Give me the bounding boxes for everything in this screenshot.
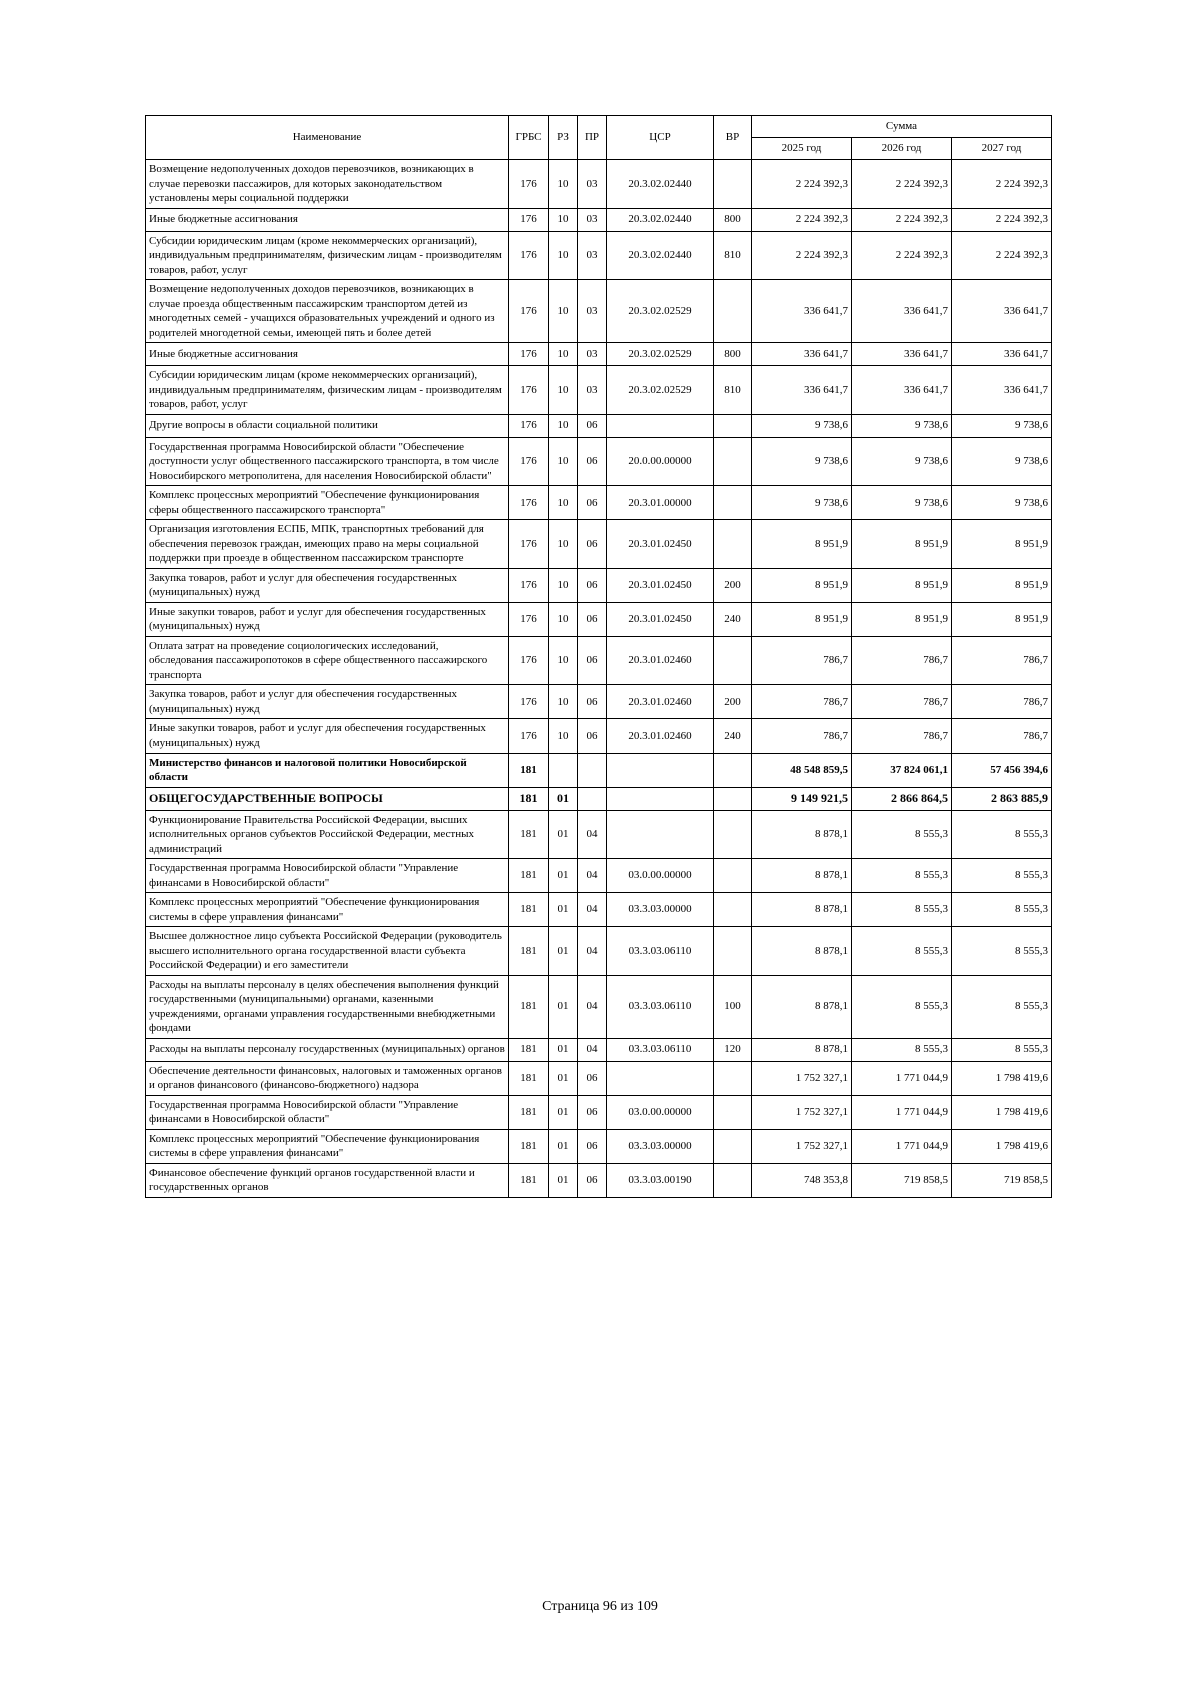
- table-row: [146, 280, 1052, 343]
- table-row: [146, 437, 1052, 486]
- cell-rz: 10: [549, 366, 578, 415]
- cell-2027: 8 555,3: [952, 859, 1052, 893]
- cell-vr: 240: [714, 719, 752, 753]
- cell-2026: 1 771 044,9: [852, 1129, 952, 1163]
- cell-vr: [714, 787, 752, 810]
- cell-rz: 10: [549, 231, 578, 280]
- cell-2025: 1 752 327,1: [752, 1129, 852, 1163]
- header-pr: ПР: [578, 116, 607, 160]
- cell-rz: 10: [549, 160, 578, 209]
- cell-2025: 748 353,8: [752, 1163, 852, 1197]
- cell-2026: 9 738,6: [852, 486, 952, 520]
- page-number: Страница 96 из 109: [542, 1599, 658, 1614]
- cell-name: Комплекс процессных мероприятий "Обеспечение функционирования системы в сфере управления финансами": [146, 1129, 509, 1163]
- cell-2026: 336 641,7: [852, 366, 952, 415]
- cell-csr: 03.3.03.06110: [607, 927, 714, 976]
- cell-vr: [714, 1095, 752, 1129]
- cell-vr: 200: [714, 568, 752, 602]
- cell-2026: 786,7: [852, 719, 952, 753]
- cell-2027: 9 738,6: [952, 437, 1052, 486]
- cell-vr: [714, 753, 752, 787]
- cell-name: Государственная программа Новосибирской области "Управление финансами в Новосибирской области": [146, 1095, 509, 1129]
- cell-2027: 786,7: [952, 636, 1052, 685]
- cell-2027: 1 798 419,6: [952, 1129, 1052, 1163]
- cell-csr: 03.3.03.00000: [607, 893, 714, 927]
- cell-pr: 06: [578, 414, 607, 437]
- cell-rz: 10: [549, 520, 578, 569]
- cell-pr: 06: [578, 520, 607, 569]
- cell-2027: 2 863 885,9: [952, 787, 1052, 810]
- cell-grbs: 176: [509, 366, 549, 415]
- cell-rz: 10: [549, 568, 578, 602]
- cell-name: Иные закупки товаров, работ и услуг для обеспечения государственных (муниципальных) нужд: [146, 719, 509, 753]
- table-row: [146, 366, 1052, 415]
- cell-rz: 10: [549, 208, 578, 231]
- cell-2025: 1 752 327,1: [752, 1061, 852, 1095]
- cell-2026: 37 824 061,1: [852, 753, 952, 787]
- cell-2027: 336 641,7: [952, 280, 1052, 343]
- cell-2025: 8 951,9: [752, 602, 852, 636]
- cell-pr: [578, 753, 607, 787]
- cell-grbs: 176: [509, 343, 549, 366]
- cell-name: Обеспечение деятельности финансовых, налоговых и таможенных органов и органов финансового (финансово-бюджетного) надзора: [146, 1061, 509, 1095]
- cell-2027: 719 858,5: [952, 1163, 1052, 1197]
- cell-2025: 8 878,1: [752, 893, 852, 927]
- cell-2027: 8 951,9: [952, 520, 1052, 569]
- cell-2025: 336 641,7: [752, 280, 852, 343]
- cell-grbs: 176: [509, 719, 549, 753]
- cell-grbs: 181: [509, 927, 549, 976]
- cell-rz: 10: [549, 719, 578, 753]
- table-row: [146, 520, 1052, 569]
- cell-grbs: 181: [509, 859, 549, 893]
- cell-vr: [714, 1129, 752, 1163]
- cell-name: Оплата затрат на проведение социологических исследований, обследования пассажиропотоков в сфере общественного пассажирского транспорта: [146, 636, 509, 685]
- cell-2027: 8 555,3: [952, 893, 1052, 927]
- cell-vr: [714, 1163, 752, 1197]
- cell-2026: 2 866 864,5: [852, 787, 952, 810]
- cell-2026: 336 641,7: [852, 280, 952, 343]
- cell-pr: 03: [578, 160, 607, 209]
- cell-grbs: 181: [509, 1061, 549, 1095]
- header-vr: ВР: [714, 116, 752, 160]
- cell-rz: 01: [549, 1163, 578, 1197]
- cell-vr: [714, 414, 752, 437]
- cell-name: Иные закупки товаров, работ и услуг для обеспечения государственных (муниципальных) нужд: [146, 602, 509, 636]
- cell-grbs: 181: [509, 810, 549, 859]
- cell-csr: 03.3.03.06110: [607, 975, 714, 1038]
- cell-pr: 04: [578, 1038, 607, 1061]
- header-sum: Сумма: [752, 116, 1052, 138]
- cell-pr: 04: [578, 927, 607, 976]
- cell-2026: 8 555,3: [852, 1038, 952, 1061]
- cell-name: Финансовое обеспечение функций органов государственной власти и государственных органов: [146, 1163, 509, 1197]
- cell-2026: 8 555,3: [852, 893, 952, 927]
- cell-vr: [714, 280, 752, 343]
- cell-2026: 8 555,3: [852, 859, 952, 893]
- cell-pr: 04: [578, 893, 607, 927]
- cell-2027: 786,7: [952, 719, 1052, 753]
- cell-2025: 2 224 392,3: [752, 208, 852, 231]
- cell-grbs: 176: [509, 636, 549, 685]
- table-row: [146, 893, 1052, 927]
- cell-vr: 100: [714, 975, 752, 1038]
- cell-grbs: 176: [509, 414, 549, 437]
- cell-2026: 2 224 392,3: [852, 208, 952, 231]
- table-row: [146, 719, 1052, 753]
- cell-grbs: 176: [509, 208, 549, 231]
- cell-csr: 20.3.01.02460: [607, 685, 714, 719]
- cell-name: Функционирование Правительства Российской Федерации, высших исполнительных органов субъектов Российской Федерации, местных администраций: [146, 810, 509, 859]
- cell-rz: 10: [549, 343, 578, 366]
- cell-rz: 10: [549, 636, 578, 685]
- cell-name: Расходы на выплаты персоналу в целях обеспечения выполнения функций государственными (муниципальными) органами, казенными учреждениями, органами управления государственными внебюджетными фондами: [146, 975, 509, 1038]
- cell-csr: 20.0.00.00000: [607, 437, 714, 486]
- table-row: [146, 414, 1052, 437]
- cell-name: Министерство финансов и налоговой политики Новосибирской области: [146, 753, 509, 787]
- table-row: [146, 810, 1052, 859]
- cell-2026: 2 224 392,3: [852, 231, 952, 280]
- cell-2025: 2 224 392,3: [752, 231, 852, 280]
- cell-2026: 786,7: [852, 685, 952, 719]
- cell-csr: 20.3.02.02529: [607, 343, 714, 366]
- cell-pr: 06: [578, 719, 607, 753]
- cell-pr: 06: [578, 602, 607, 636]
- header-year-2025: 2025 год: [752, 138, 852, 160]
- cell-rz: 01: [549, 787, 578, 810]
- cell-2025: 9 149 921,5: [752, 787, 852, 810]
- table-row: [146, 975, 1052, 1038]
- table-header: [146, 116, 1052, 160]
- cell-name: Комплекс процессных мероприятий "Обеспечение функционирования сферы общественного пассажирского транспорта": [146, 486, 509, 520]
- cell-csr: [607, 787, 714, 810]
- cell-rz: 10: [549, 685, 578, 719]
- cell-2027: 1 798 419,6: [952, 1095, 1052, 1129]
- cell-2025: 2 224 392,3: [752, 160, 852, 209]
- cell-2025: 9 738,6: [752, 437, 852, 486]
- table-row: [146, 927, 1052, 976]
- cell-2025: 48 548 859,5: [752, 753, 852, 787]
- cell-rz: 01: [549, 1061, 578, 1095]
- cell-csr: [607, 810, 714, 859]
- cell-pr: 06: [578, 437, 607, 486]
- cell-vr: 800: [714, 343, 752, 366]
- budget-table: [145, 115, 1052, 1198]
- cell-rz: 01: [549, 893, 578, 927]
- table-row: [146, 1095, 1052, 1129]
- cell-vr: 120: [714, 1038, 752, 1061]
- cell-name: Государственная программа Новосибирской области "Управление финансами в Новосибирской области": [146, 859, 509, 893]
- cell-2026: 336 641,7: [852, 343, 952, 366]
- cell-2025: 1 752 327,1: [752, 1095, 852, 1129]
- cell-grbs: 176: [509, 602, 549, 636]
- cell-csr: 20.3.01.02460: [607, 719, 714, 753]
- cell-name: Организация изготовления ЕСПБ, МПК, транспортных требований для обеспечения перевозок граждан, имеющих право на меры социальной поддержки при проезде в общественном пассажирском транспорте: [146, 520, 509, 569]
- cell-pr: 03: [578, 343, 607, 366]
- cell-name: Закупка товаров, работ и услуг для обеспечения государственных (муниципальных) нужд: [146, 568, 509, 602]
- table-row: [146, 208, 1052, 231]
- cell-pr: 06: [578, 1129, 607, 1163]
- cell-name: ОБЩЕГОСУДАРСТВЕННЫЕ ВОПРОСЫ: [146, 787, 509, 810]
- cell-grbs: 176: [509, 486, 549, 520]
- cell-grbs: 181: [509, 753, 549, 787]
- cell-2027: 786,7: [952, 685, 1052, 719]
- cell-grbs: 176: [509, 520, 549, 569]
- table-row: [146, 1129, 1052, 1163]
- cell-vr: [714, 636, 752, 685]
- cell-2026: 9 738,6: [852, 437, 952, 486]
- cell-pr: 06: [578, 685, 607, 719]
- cell-vr: [714, 893, 752, 927]
- cell-2026: 8 555,3: [852, 975, 952, 1038]
- cell-csr: 03.0.00.00000: [607, 1095, 714, 1129]
- cell-grbs: 181: [509, 1095, 549, 1129]
- cell-grbs: 181: [509, 1129, 549, 1163]
- cell-2026: 9 738,6: [852, 414, 952, 437]
- cell-csr: 20.3.01.02460: [607, 636, 714, 685]
- cell-pr: 06: [578, 1095, 607, 1129]
- cell-2025: 336 641,7: [752, 343, 852, 366]
- cell-name: Иные бюджетные ассигнования: [146, 343, 509, 366]
- cell-grbs: 176: [509, 568, 549, 602]
- cell-csr: 20.3.02.02529: [607, 366, 714, 415]
- cell-grbs: 181: [509, 975, 549, 1038]
- cell-rz: 10: [549, 280, 578, 343]
- cell-name: Субсидии юридическим лицам (кроме некоммерческих организаций), индивидуальным предпринимателям, физическим лицам - производителям товаров, работ, услуг: [146, 231, 509, 280]
- table-row: [146, 602, 1052, 636]
- cell-grbs: 181: [509, 1163, 549, 1197]
- cell-csr: 03.0.00.00000: [607, 859, 714, 893]
- cell-2027: 8 555,3: [952, 975, 1052, 1038]
- cell-2025: 8 878,1: [752, 975, 852, 1038]
- cell-pr: 04: [578, 810, 607, 859]
- cell-2025: 8 878,1: [752, 927, 852, 976]
- cell-2027: 8 951,9: [952, 568, 1052, 602]
- cell-2025: 786,7: [752, 636, 852, 685]
- cell-pr: 03: [578, 280, 607, 343]
- cell-csr: 20.3.02.02440: [607, 231, 714, 280]
- table-row: [146, 636, 1052, 685]
- cell-pr: 06: [578, 1163, 607, 1197]
- cell-vr: 200: [714, 685, 752, 719]
- table-row: [146, 1061, 1052, 1095]
- cell-2025: 336 641,7: [752, 366, 852, 415]
- cell-2025: 8 878,1: [752, 810, 852, 859]
- cell-grbs: 176: [509, 231, 549, 280]
- cell-2027: 336 641,7: [952, 366, 1052, 415]
- cell-csr: [607, 753, 714, 787]
- cell-pr: 06: [578, 568, 607, 602]
- table-row: [146, 753, 1052, 787]
- cell-2027: 9 738,6: [952, 414, 1052, 437]
- cell-name: Высшее должностное лицо субъекта Российской Федерации (руководитель высшего исполнительного органа государственной власти субъекта Российской Федерации) и его заместители: [146, 927, 509, 976]
- table-row: [146, 859, 1052, 893]
- cell-name: Расходы на выплаты персоналу государственных (муниципальных) органов: [146, 1038, 509, 1061]
- cell-csr: 03.3.03.00000: [607, 1129, 714, 1163]
- cell-csr: [607, 1061, 714, 1095]
- cell-2027: 2 224 392,3: [952, 231, 1052, 280]
- cell-2026: 8 951,9: [852, 602, 952, 636]
- cell-rz: 01: [549, 810, 578, 859]
- cell-grbs: 176: [509, 685, 549, 719]
- cell-2025: 9 738,6: [752, 486, 852, 520]
- table-row: [146, 1038, 1052, 1061]
- table-row: [146, 486, 1052, 520]
- cell-grbs: 181: [509, 893, 549, 927]
- cell-2026: 8 555,3: [852, 810, 952, 859]
- cell-grbs: 181: [509, 787, 549, 810]
- table-row: [146, 568, 1052, 602]
- cell-rz: 10: [549, 602, 578, 636]
- header-rz: РЗ: [549, 116, 578, 160]
- cell-name: Субсидии юридическим лицам (кроме некоммерческих организаций), индивидуальным предпринимателям, физическим лицам - производителям товаров, работ, услуг: [146, 366, 509, 415]
- cell-2027: 57 456 394,6: [952, 753, 1052, 787]
- header-year-2026: 2026 год: [852, 138, 952, 160]
- cell-rz: [549, 753, 578, 787]
- cell-pr: 06: [578, 1061, 607, 1095]
- cell-2027: 8 555,3: [952, 927, 1052, 976]
- cell-name: Иные бюджетные ассигнования: [146, 208, 509, 231]
- cell-pr: 04: [578, 859, 607, 893]
- table-row: [146, 343, 1052, 366]
- cell-2025: 786,7: [752, 685, 852, 719]
- cell-pr: [578, 787, 607, 810]
- table-row: [146, 231, 1052, 280]
- cell-2026: 719 858,5: [852, 1163, 952, 1197]
- cell-pr: 06: [578, 486, 607, 520]
- cell-vr: [714, 160, 752, 209]
- cell-vr: [714, 437, 752, 486]
- cell-csr: 20.3.02.02440: [607, 160, 714, 209]
- table-row: [146, 787, 1052, 810]
- cell-csr: 20.3.01.02450: [607, 520, 714, 569]
- cell-vr: 810: [714, 366, 752, 415]
- cell-pr: 06: [578, 636, 607, 685]
- cell-2025: 9 738,6: [752, 414, 852, 437]
- cell-2025: 8 951,9: [752, 568, 852, 602]
- cell-csr: 20.3.01.00000: [607, 486, 714, 520]
- cell-2026: 1 771 044,9: [852, 1095, 952, 1129]
- cell-vr: [714, 1061, 752, 1095]
- cell-grbs: 176: [509, 160, 549, 209]
- cell-name: Закупка товаров, работ и услуг для обеспечения государственных (муниципальных) нужд: [146, 685, 509, 719]
- cell-2027: 336 641,7: [952, 343, 1052, 366]
- cell-grbs: 181: [509, 1038, 549, 1061]
- cell-2025: 8 951,9: [752, 520, 852, 569]
- table-row: [146, 160, 1052, 209]
- cell-vr: 800: [714, 208, 752, 231]
- cell-2026: 8 555,3: [852, 927, 952, 976]
- cell-rz: 01: [549, 975, 578, 1038]
- cell-2026: 8 951,9: [852, 520, 952, 569]
- cell-2027: 8 555,3: [952, 1038, 1052, 1061]
- cell-pr: 03: [578, 366, 607, 415]
- cell-vr: [714, 486, 752, 520]
- cell-2027: 2 224 392,3: [952, 160, 1052, 209]
- cell-2027: 8 951,9: [952, 602, 1052, 636]
- cell-vr: [714, 927, 752, 976]
- cell-2026: 2 224 392,3: [852, 160, 952, 209]
- cell-2025: 786,7: [752, 719, 852, 753]
- header-year-2027: 2027 год: [952, 138, 1052, 160]
- cell-rz: 01: [549, 1129, 578, 1163]
- cell-csr: 20.3.01.02450: [607, 602, 714, 636]
- cell-2026: 8 951,9: [852, 568, 952, 602]
- cell-grbs: 176: [509, 280, 549, 343]
- cell-2026: 1 771 044,9: [852, 1061, 952, 1095]
- cell-rz: 01: [549, 1038, 578, 1061]
- cell-rz: 01: [549, 927, 578, 976]
- cell-name: Комплекс процессных мероприятий "Обеспечение функционирования системы в сфере управления финансами": [146, 893, 509, 927]
- table-body: [146, 160, 1052, 1198]
- cell-grbs: 176: [509, 437, 549, 486]
- table-row: [146, 1163, 1052, 1197]
- cell-2026: 786,7: [852, 636, 952, 685]
- cell-2027: 9 738,6: [952, 486, 1052, 520]
- cell-2025: 8 878,1: [752, 1038, 852, 1061]
- header-name: Наименование: [146, 116, 509, 160]
- cell-csr: 20.3.02.02529: [607, 280, 714, 343]
- cell-csr: 20.3.01.02450: [607, 568, 714, 602]
- cell-rz: 01: [549, 859, 578, 893]
- cell-rz: 10: [549, 437, 578, 486]
- cell-vr: [714, 810, 752, 859]
- cell-csr: 20.3.02.02440: [607, 208, 714, 231]
- cell-vr: 810: [714, 231, 752, 280]
- cell-pr: 04: [578, 975, 607, 1038]
- cell-name: Другие вопросы в области социальной политики: [146, 414, 509, 437]
- cell-2027: 2 224 392,3: [952, 208, 1052, 231]
- header-grbs: ГРБС: [509, 116, 549, 160]
- cell-vr: [714, 520, 752, 569]
- cell-csr: 03.3.03.00190: [607, 1163, 714, 1197]
- cell-name: Возмещение недополученных доходов перевозчиков, возникающих в случае проезда общественным пассажирским транспортом детей из многодетных семей - учащихся образовательных учреждений и одного из родителей многодетной семьи, имеющей пять и более детей: [146, 280, 509, 343]
- cell-name: Возмещение недополученных доходов перевозчиков, возникающих в случае перевозки пассажиров, для которых законодательством установлены меры социальной поддержки: [146, 160, 509, 209]
- cell-vr: 240: [714, 602, 752, 636]
- cell-rz: 10: [549, 414, 578, 437]
- cell-rz: 01: [549, 1095, 578, 1129]
- cell-csr: [607, 414, 714, 437]
- cell-2027: 8 555,3: [952, 810, 1052, 859]
- table-row: [146, 685, 1052, 719]
- cell-rz: 10: [549, 486, 578, 520]
- cell-csr: 03.3.03.06110: [607, 1038, 714, 1061]
- cell-name: Государственная программа Новосибирской области "Обеспечение доступности услуг общественного пассажирского транспорта, в том числе Новосибирского метрополитена, для населения Новосибирской области": [146, 437, 509, 486]
- header-csr: ЦСР: [607, 116, 714, 160]
- cell-pr: 03: [578, 231, 607, 280]
- cell-pr: 03: [578, 208, 607, 231]
- cell-2027: 1 798 419,6: [952, 1061, 1052, 1095]
- cell-2025: 8 878,1: [752, 859, 852, 893]
- cell-vr: [714, 859, 752, 893]
